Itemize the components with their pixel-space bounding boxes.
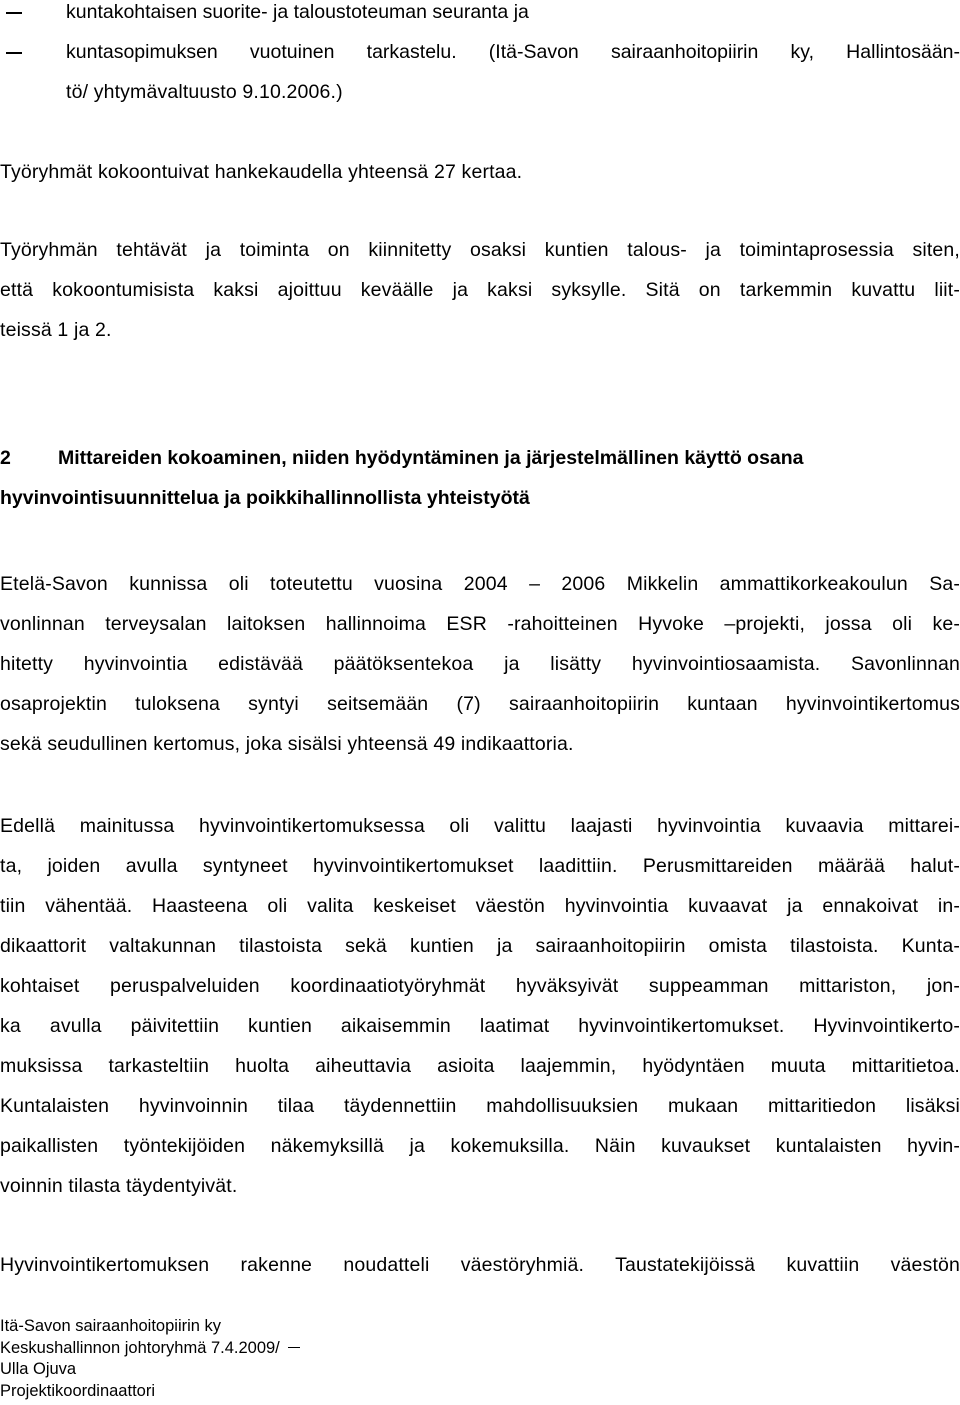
paragraph-line: Etelä-Savon kunnissa oli toteutettu vuosina 2004 – 2006 Mikkelin ammattikorkeakoulun Sa- xyxy=(0,573,960,595)
footer-meeting-line xyxy=(0,1338,308,1360)
paragraph-line: ka avulla päivitettiin kuntien aikaisemmin laatimat hyvinvointikertomukset. Hyvinvointikerto- xyxy=(0,1015,960,1037)
paragraph-line: Edellä mainitussa hyvinvointikertomuksessa oli valittu laajasti hyvinvointia kuvaavia mittarei- xyxy=(0,815,960,837)
dash-bullet-icon xyxy=(6,32,26,72)
paragraph-rakenne xyxy=(0,1245,960,1285)
dash-bullet-icon xyxy=(6,0,26,32)
paragraph-line: hitetty hyvinvointia edistävää päätöksentekoa ja lisätty hyvinvointiosaamista. Savonlinnan xyxy=(0,653,960,675)
footer-organization: Itä-Savon sairaanhoitopiirin ky xyxy=(0,1317,222,1335)
paragraph-etela-savo xyxy=(0,564,960,764)
paragraph-line: Hyvinvointikertomuksen rakenne noudatteli väestöryhmiä. Taustatekijöissä kuvattiin väestön xyxy=(0,1254,960,1276)
bullet-continuation xyxy=(66,72,960,112)
paragraph-line: tiin vähentää. Haasteena oli valita keskeiset väestön hyvinvointia kuvaavat ja ennakoivat in- xyxy=(0,895,960,917)
paragraph-line: dikaattorit valtakunnan tilastoista sekä kuntien ja sairaanhoitopiirin omista tilastoista. Kunta- xyxy=(0,935,960,957)
section-heading xyxy=(0,438,960,518)
paragraph-line: vonlinnan terveysalan laitoksen hallinnoima ESR -rahoitteinen Hyvoke –projekti, jossa oli ke- xyxy=(0,613,960,635)
paragraph-line: voinnin tilasta täydentyivät. xyxy=(0,1175,238,1197)
paragraph-line: sekä seudullinen kertomus, joka sisälsi yhteensä 49 indikaattoria. xyxy=(0,733,574,755)
dash-icon xyxy=(286,1339,308,1353)
footer-meeting: Keskushallinnon johtoryhmä 7.4.2009/ xyxy=(0,1338,280,1357)
section-title-line: Mittareiden kokoaminen, niiden hyödyntäminen ja järjestelmällinen käyttö osana xyxy=(58,447,804,469)
paragraph-mittarit xyxy=(0,806,960,1206)
paragraph-line: teissä 1 ja 2. xyxy=(0,319,112,341)
paragraph-line: että kokoontumisista kaksi ajoittuu keväälle ja kaksi syksylle. Sitä on tarkemmin kuvattu liit- xyxy=(0,279,960,301)
footer-author: Ulla Ojuva xyxy=(0,1360,77,1378)
page-footer xyxy=(0,1316,308,1402)
paragraph-tasks xyxy=(0,230,960,350)
section-number: 2 xyxy=(0,447,11,469)
section-title-line: hyvinvointisuunnittelua ja poikkihallinnollista yhteistyötä xyxy=(0,487,530,509)
bullet-text: kuntasopimuksen vuotuinen tarkastelu. (Itä-Savon sairaanhoitopiirin ky, Hallintosään- xyxy=(66,41,960,63)
paragraph-line: Työryhmät kokoontuivat hankekaudella yhteensä 27 kertaa. xyxy=(0,161,523,183)
paragraph-line: muksissa tarkasteltiin huolta aiheuttavia asioita laajemmin, hyödyntäen muuta mittaritietoa. xyxy=(0,1055,960,1077)
paragraph-meetings xyxy=(0,152,960,192)
paragraph-line: Kuntalaisten hyvinvoinnin tilaa täydennettiin mahdollisuuksien mukaan mittaritiedon lisäksi xyxy=(0,1095,960,1117)
paragraph-line: Työryhmän tehtävät ja toiminta on kiinnitetty osaksi kuntien talous- ja toimintaprosessia siten, xyxy=(0,239,960,261)
paragraph-line: paikallisten työntekijöiden näkemyksillä ja kokemuksilla. Näin kuvaukset kuntalaisten hyvin- xyxy=(0,1135,960,1157)
paragraph-line: osaprojektin tuloksena syntyi seitsemään (7) sairaanhoitopiirin kuntaan hyvinvointikertomus xyxy=(0,693,960,715)
bullet-text: tö/ yhtymävaltuusto 9.10.2006.) xyxy=(66,81,343,103)
paragraph-line: ta, joiden avulla syntyneet hyvinvointikertomukset laadittiin. Perusmittareiden määrää halut- xyxy=(0,855,960,877)
bullet-text: kuntakohtaisen suorite- ja taloustoteuman seuranta ja xyxy=(66,1,529,23)
paragraph-line: kohtaiset peruspalveluiden koordinaatiotyöryhmät hyväksyivät suppeamman mittariston, jon- xyxy=(0,975,960,997)
footer-role: Projektikoordinaattori xyxy=(0,1381,155,1400)
